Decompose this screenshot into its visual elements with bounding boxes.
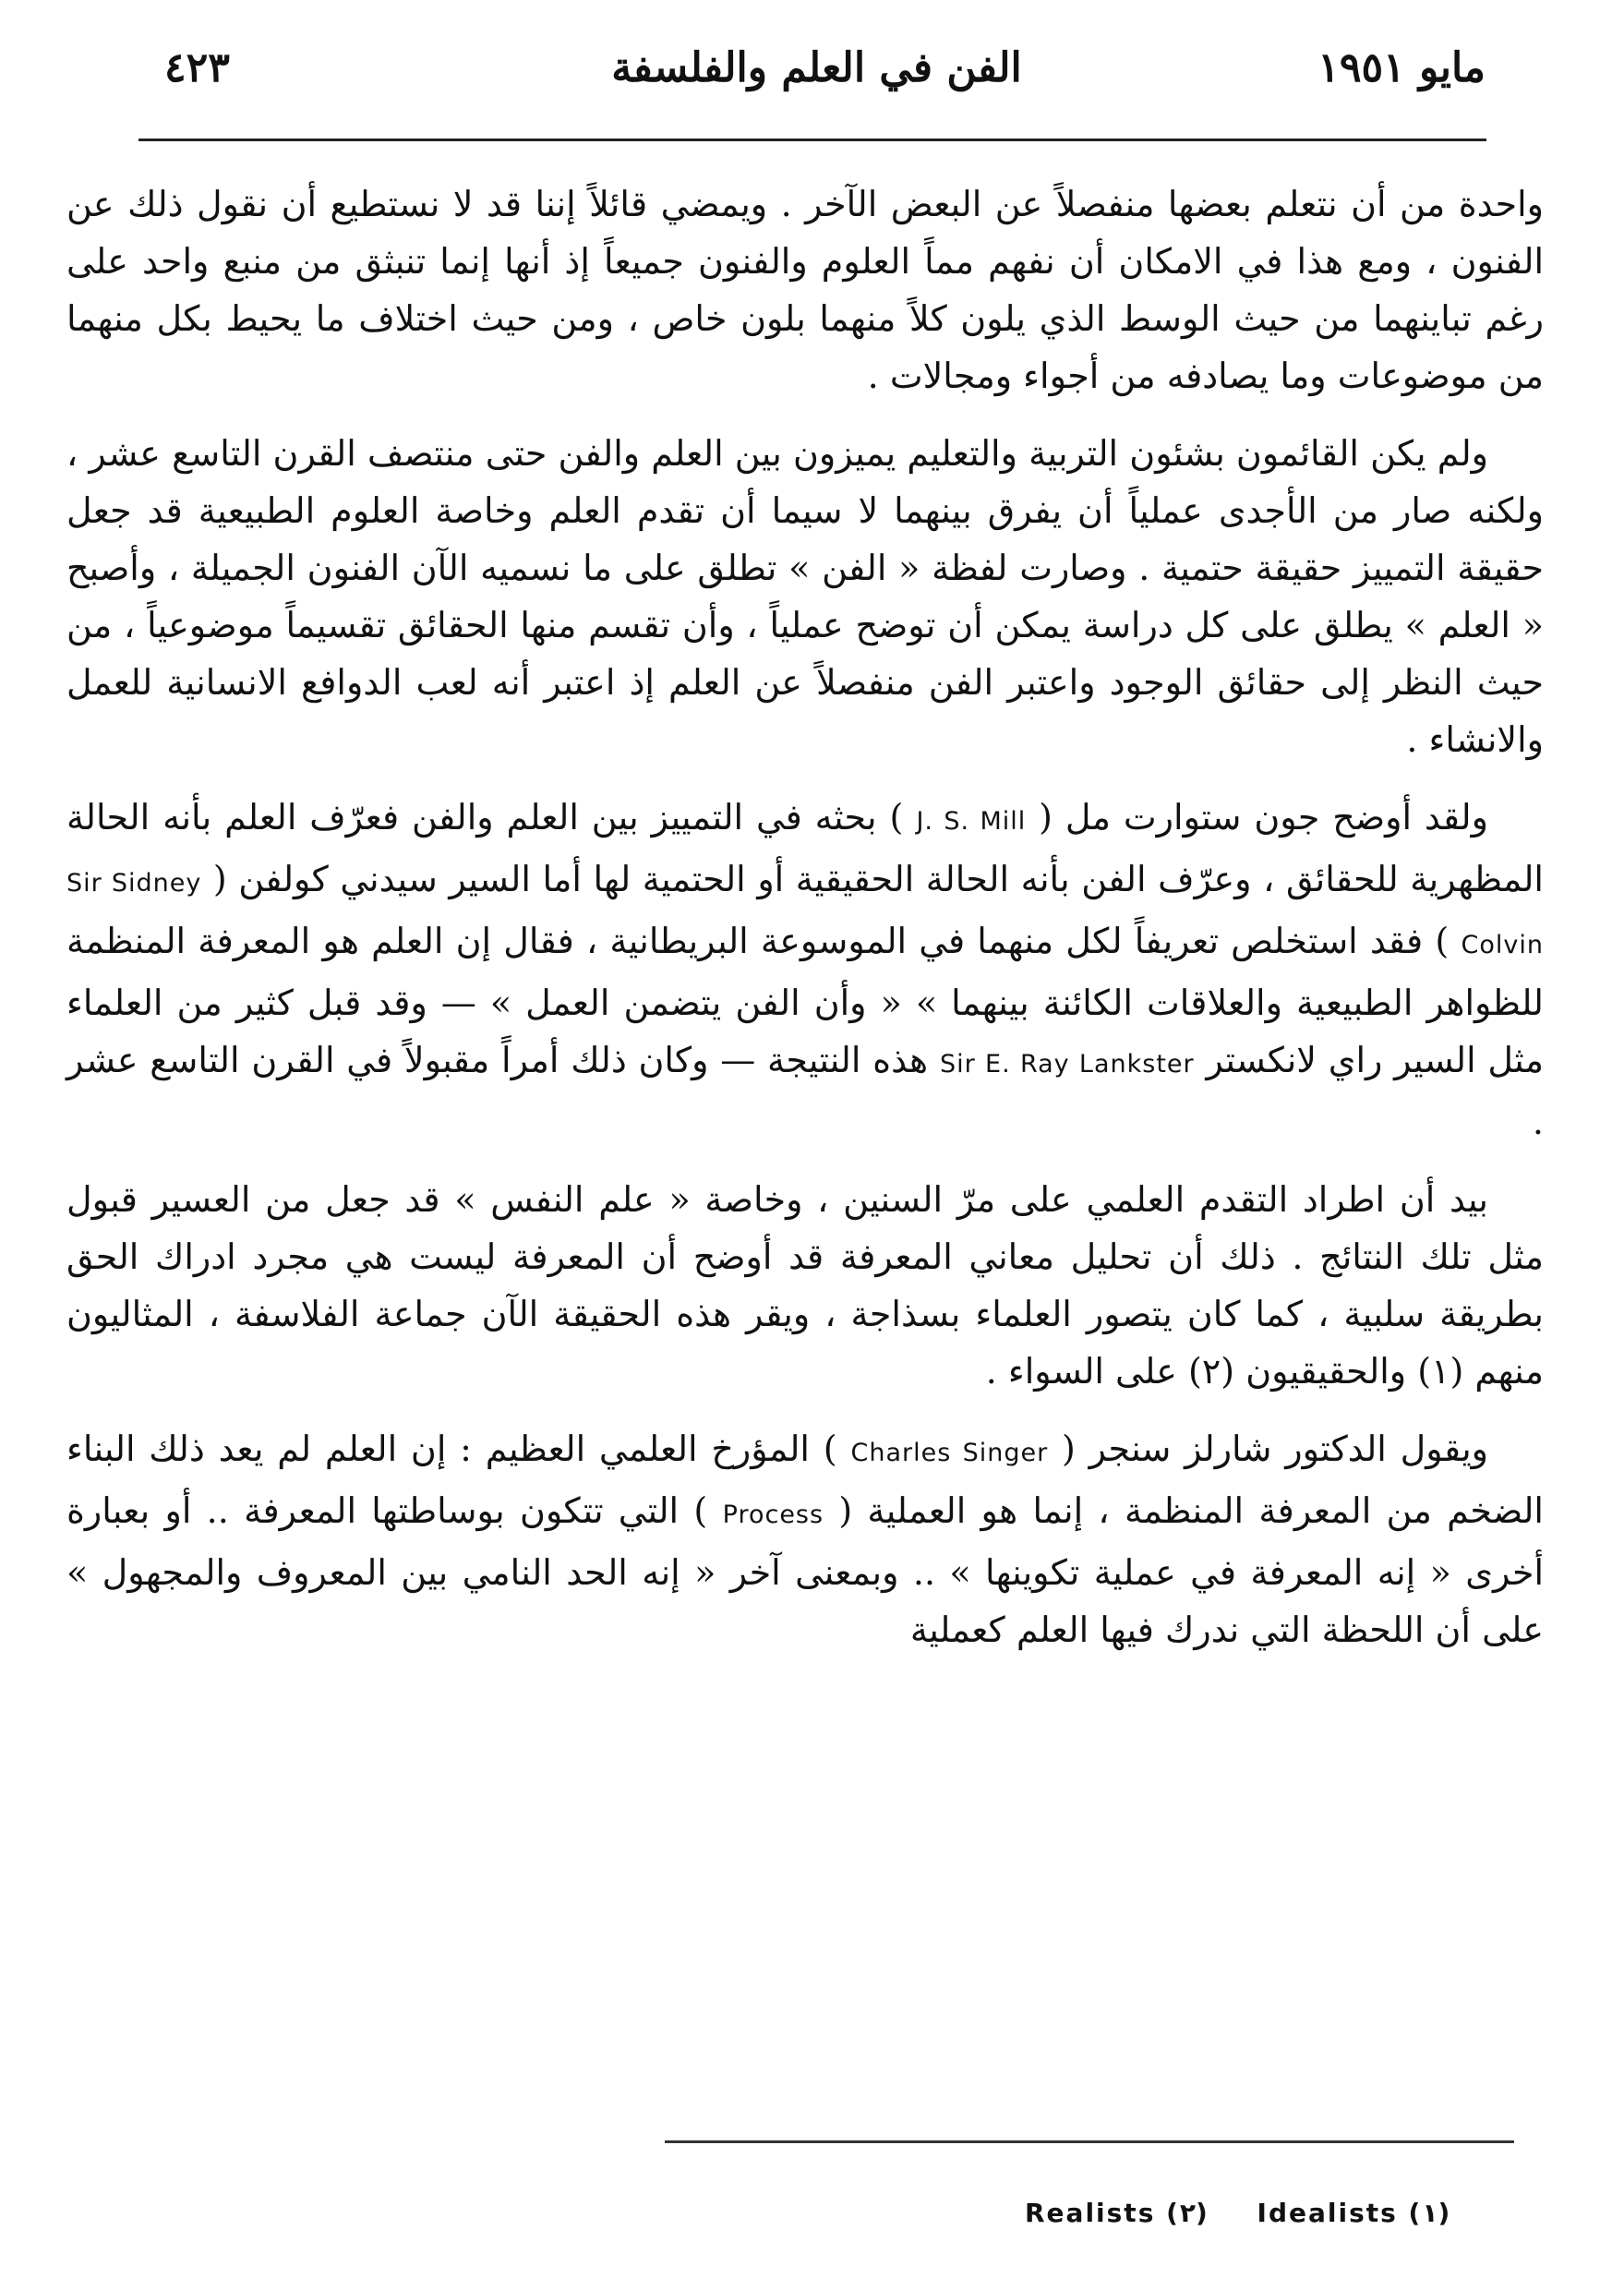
paragraph-1: واحدة من أن نتعلم بعضها منفصلاً عن البعض الآخر . ويمضي قائلاً إننا قد لا نستطيع أن نقول ذلك عن الفنون ، ومع هذا في الامكان أن نفهم مماً العلوم والفنون جميعاً إذ أنها إنما تنبثق من منبع واحد على رغم تباينهما من حيث الوسط الذي يلون كلاً منهما بلون خاص ، ومن حيث اختلاف ما يحيط بكل منهما من موضوعات وما يصادفه من أجواء ومجالات . xyxy=(66,184,1544,396)
paragraph-4: بيد أن اطراد التقدم العلمي على مرّ السنين ، وخاصة « علم النفس » قد جعل من العسير قبول مثل تلك النتائج . ذلك أن تحليل معاني المعرفة قد أوضح أن المعرفة ليست هي مجرد ادراك الحق بطريقة سلبية ، كما كان يتصور العلماء بسذاجة ، ويقر هذه الحقيقة الآن جماعة الفلاسفة ، المثاليون منهم (١) والحقيقيون (٢) على السواء . xyxy=(66,1179,1544,1392)
paragraph-5 xyxy=(66,1420,1544,1658)
latin-term-singer: Charles Singer xyxy=(850,1439,1049,1467)
running-title: الفن في العلم والفلسفة xyxy=(611,44,1022,91)
paragraph-2: ولم يكن القائمون بشئون التربية والتعليم يميزون بين العلم والفن حتى منتصف القرن التاسع عشر ، ولكنه صار من الأجدى عملياً أن يفرق بينهما لا سيما أن تقدم العلم وخاصة العلوم الطبيعية قد جعل حقيقة التمييز حقيقة حتمية . وصارت لفظة « الفن » تطلق على ما نسميه الآن الفنون الجميلة ، وأصبح « العلم » يطلق على كل دراسة يمكن أن توضح عملياً ، وأن تقسم منها الحقائق تقسيماً موضوعياً ، من حيث النظر إلى حقائق الوجود واعتبر الفن منفصلاً عن العلم إذ اعتبر أنه لعب الدوافع الانسانية للعمل والانشاء . xyxy=(66,433,1544,760)
latin-term-process: Process xyxy=(722,1501,824,1529)
p3-text-c: ) فقد استخلص تعريفاً لكل منهما في الموسوعة البريطانية ، فقال إن العلم هو المعرفة المنظمة للظواهر الطبيعية والعلاقات الكائنة بينهما » « وأن الفن يتضمن العمل » — وقد قبل كثير من العلماء مثل السير راي لانكستر xyxy=(66,921,1544,1080)
p5-text-b: ) المؤرخ العلمي العظيم : إن العلم لم يعد ذلك البناء الضخم من المعرفة المنظمة ، إنما هو العملية ( xyxy=(66,1428,1544,1531)
page-number: ٤٢٣ xyxy=(164,44,230,91)
p3-text-d: هذه النتيجة — وكان ذلك أمراً مقبولاً في القرن التاسع عشر . xyxy=(66,1040,1544,1142)
issue-date: مايو ١٩٥١ xyxy=(1317,44,1486,91)
header-rule xyxy=(138,139,1486,141)
p5-text-c: ) التي تتكون بوساطتها المعرفة .. أو بعبارة أخرى « إنه المعرفة في عملية تكوينها » .. وبمعنى آخر « إنه الحد النامي بين المعروف والمجهول » على أن اللحظة التي ندرك فيها العلم كعملية xyxy=(66,1490,1544,1650)
p3-text-a: ولقد أوضح جون ستوارت مل ( xyxy=(1039,797,1488,838)
page-header xyxy=(148,44,1486,109)
footnote-rule xyxy=(665,2140,1514,2143)
paragraph-3 xyxy=(66,789,1544,1151)
latin-term-colvin: Sir Sidney Colvin xyxy=(66,869,1545,959)
footnote-1: Idealists (١) xyxy=(1257,2198,1452,2228)
article-body xyxy=(66,175,1544,1679)
footnote-2: Realists (٢) xyxy=(1025,2198,1209,2228)
latin-term-mill: J. S. Mill xyxy=(916,807,1027,836)
latin-term-lankster: Sir E. Ray Lankster xyxy=(940,1050,1195,1079)
footnotes xyxy=(1025,2198,1523,2228)
p3-text-b: ) بحثه في التمييز بين العلم والفن فعرّف العلم بأنه الحالة المظهرية للحقائق ، وعرّف الفن بأنه الحالة الحقيقية أو الحتمية لها أما السير سيدني كولفن ( xyxy=(66,797,1544,899)
p5-text-a: ويقول الدكتور شارلز سنجر ( xyxy=(1061,1428,1488,1469)
